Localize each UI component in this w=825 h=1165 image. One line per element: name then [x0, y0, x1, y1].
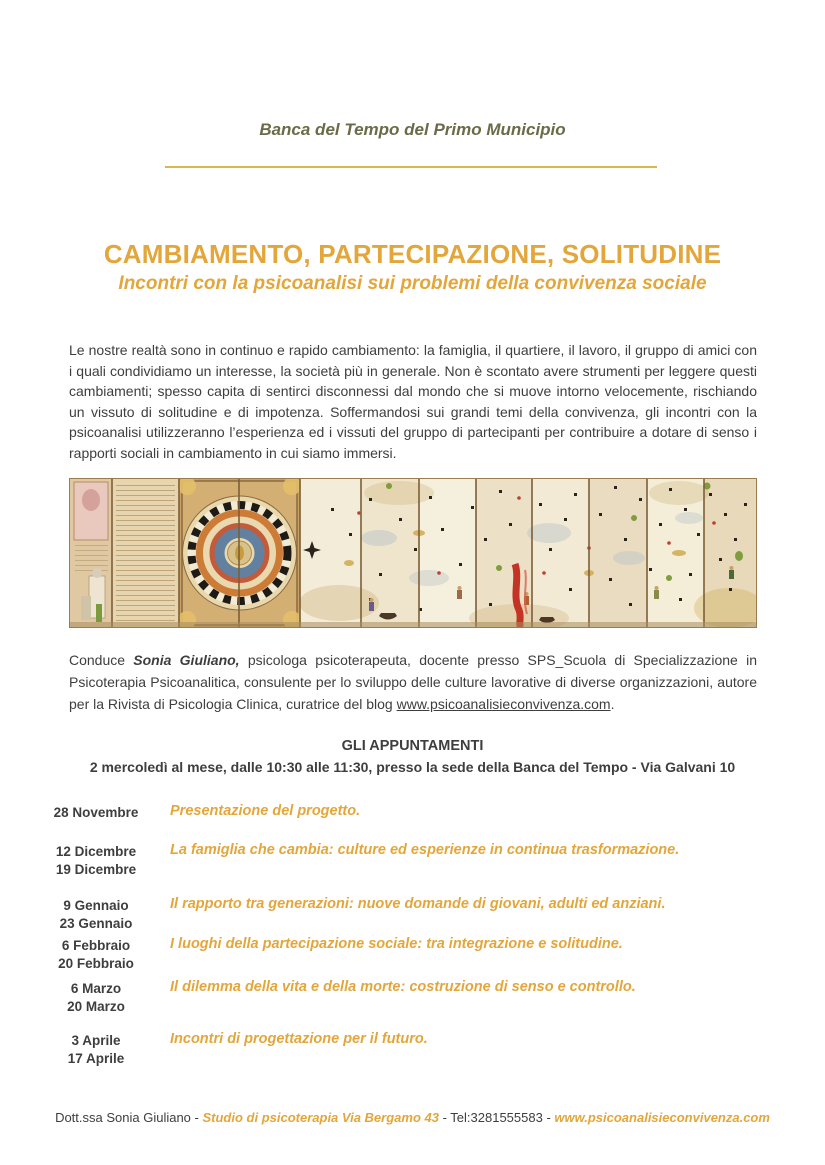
footer-website-link[interactable]: www.psicoanalisieconvivenza.com	[554, 1110, 770, 1125]
footer-name: Dott.ssa Sonia Giuliano	[55, 1110, 191, 1125]
schedule-date: 6 Febbraio	[61, 938, 131, 953]
schedule-dates	[46, 843, 146, 879]
presenter-name: Sonia Giuliano,	[133, 652, 240, 668]
presenter-prefix: Conduce	[69, 652, 134, 668]
schedule-dates	[46, 1032, 146, 1068]
schedule-dates	[46, 897, 146, 933]
appointments-heading: GLI APPUNTAMENTI	[341, 738, 484, 754]
presenter-paragraph	[69, 649, 757, 715]
schedule-topic: Il rapporto tra generazioni: nuove domande di giovani, adulti ed anziani.	[170, 896, 666, 912]
intro-paragraph: Le nostre realtà sono in continuo e rapido cambiamento: la famiglia, il quartiere, il lavoro, il gruppo di amici con i quali condividiamo un interesse, la società più in generale. Non è scontato avere strumenti per leggere questi cambiamenti; spesso capita di sentirci disconnessi dal mondo che si muove intorno velocemente, rischiando un vissuto di solitudine e di impotenza. Soffermandosi sui grandi temi della convivenza, gli incontri con la psicoanalisi utilizzeranno l’esperienza ed i vissuti del gruppo di partecipanti per contribuire a dotare di senso i rapporti sociali in cambiamento in cui siamo immersi.	[69, 342, 757, 461]
schedule-date: 9 Gennaio	[63, 898, 129, 913]
page-title: CAMBIAMENTO, PARTECIPAZIONE, SOLITUDINE	[103, 239, 722, 269]
catalan-atlas-map-image	[69, 478, 757, 628]
page-subtitle: Incontri con la psicoanalisi sui problemi della convivenza sociale	[118, 273, 707, 294]
schedule-date: 20 Marzo	[67, 999, 125, 1014]
schedule-topic: I luoghi della partecipazione sociale: tra integrazione e solitudine.	[170, 936, 623, 952]
schedule-date: 3 Aprile	[71, 1033, 121, 1048]
footer-separator: -	[438, 1110, 451, 1125]
schedule-date: 6 Marzo	[70, 981, 122, 996]
schedule-dates	[46, 937, 146, 973]
schedule-topic: La famiglia che cambia: culture ed esperienze in continua trasformazione.	[170, 842, 680, 858]
schedule-date: 17 Aprile	[67, 1051, 125, 1066]
footer-studio-address: Studio di psicoterapia Via Bergamo 43	[202, 1110, 439, 1125]
footer-separator: -	[190, 1110, 203, 1125]
schedule-date: 20 Febbraio	[58, 956, 134, 971]
schedule-dates	[46, 980, 146, 1016]
presenter-suffix: .	[610, 696, 615, 712]
footer	[0, 1110, 825, 1125]
schedule-date: 23 Gennaio	[59, 916, 133, 931]
header-divider	[165, 166, 657, 168]
blog-link[interactable]: www.psicoanalisieconvivenza.com	[396, 696, 611, 712]
footer-separator: -	[542, 1110, 555, 1125]
schedule-date: 12 Dicembre	[55, 844, 137, 859]
footer-telephone: Tel:3281555583	[450, 1110, 543, 1125]
schedule-topic: Il dilemma della vita e della morte: costruzione di senso e controllo.	[170, 979, 636, 995]
schedule-date: 19 Dicembre	[55, 862, 137, 877]
schedule-date: 28 Novembre	[53, 805, 139, 820]
organization-title: Banca del Tempo del Primo Municipio	[259, 120, 566, 139]
appointments-schedule-note: 2 mercoledì al mese, dalle 10:30 alle 11:30, presso la sede della Banca del Tempo - Via Galvani 10	[89, 759, 736, 775]
schedule-dates	[46, 804, 146, 822]
schedule-topic: Presentazione del progetto.	[170, 803, 361, 819]
map-illustration	[69, 478, 757, 628]
presenter-description: psicologa psicoterapeuta, docente presso SPS_Scuola di Specializzazione in Psicoterapia Psicoanalitica, consulente per lo sviluppo delle culture lavorative di diverse organizzazioni, autore per la Rivista di Psicologia Clinica, curatrice del blog	[69, 652, 757, 712]
schedule-topic: Incontri di progettazione per il futuro.	[170, 1031, 428, 1047]
